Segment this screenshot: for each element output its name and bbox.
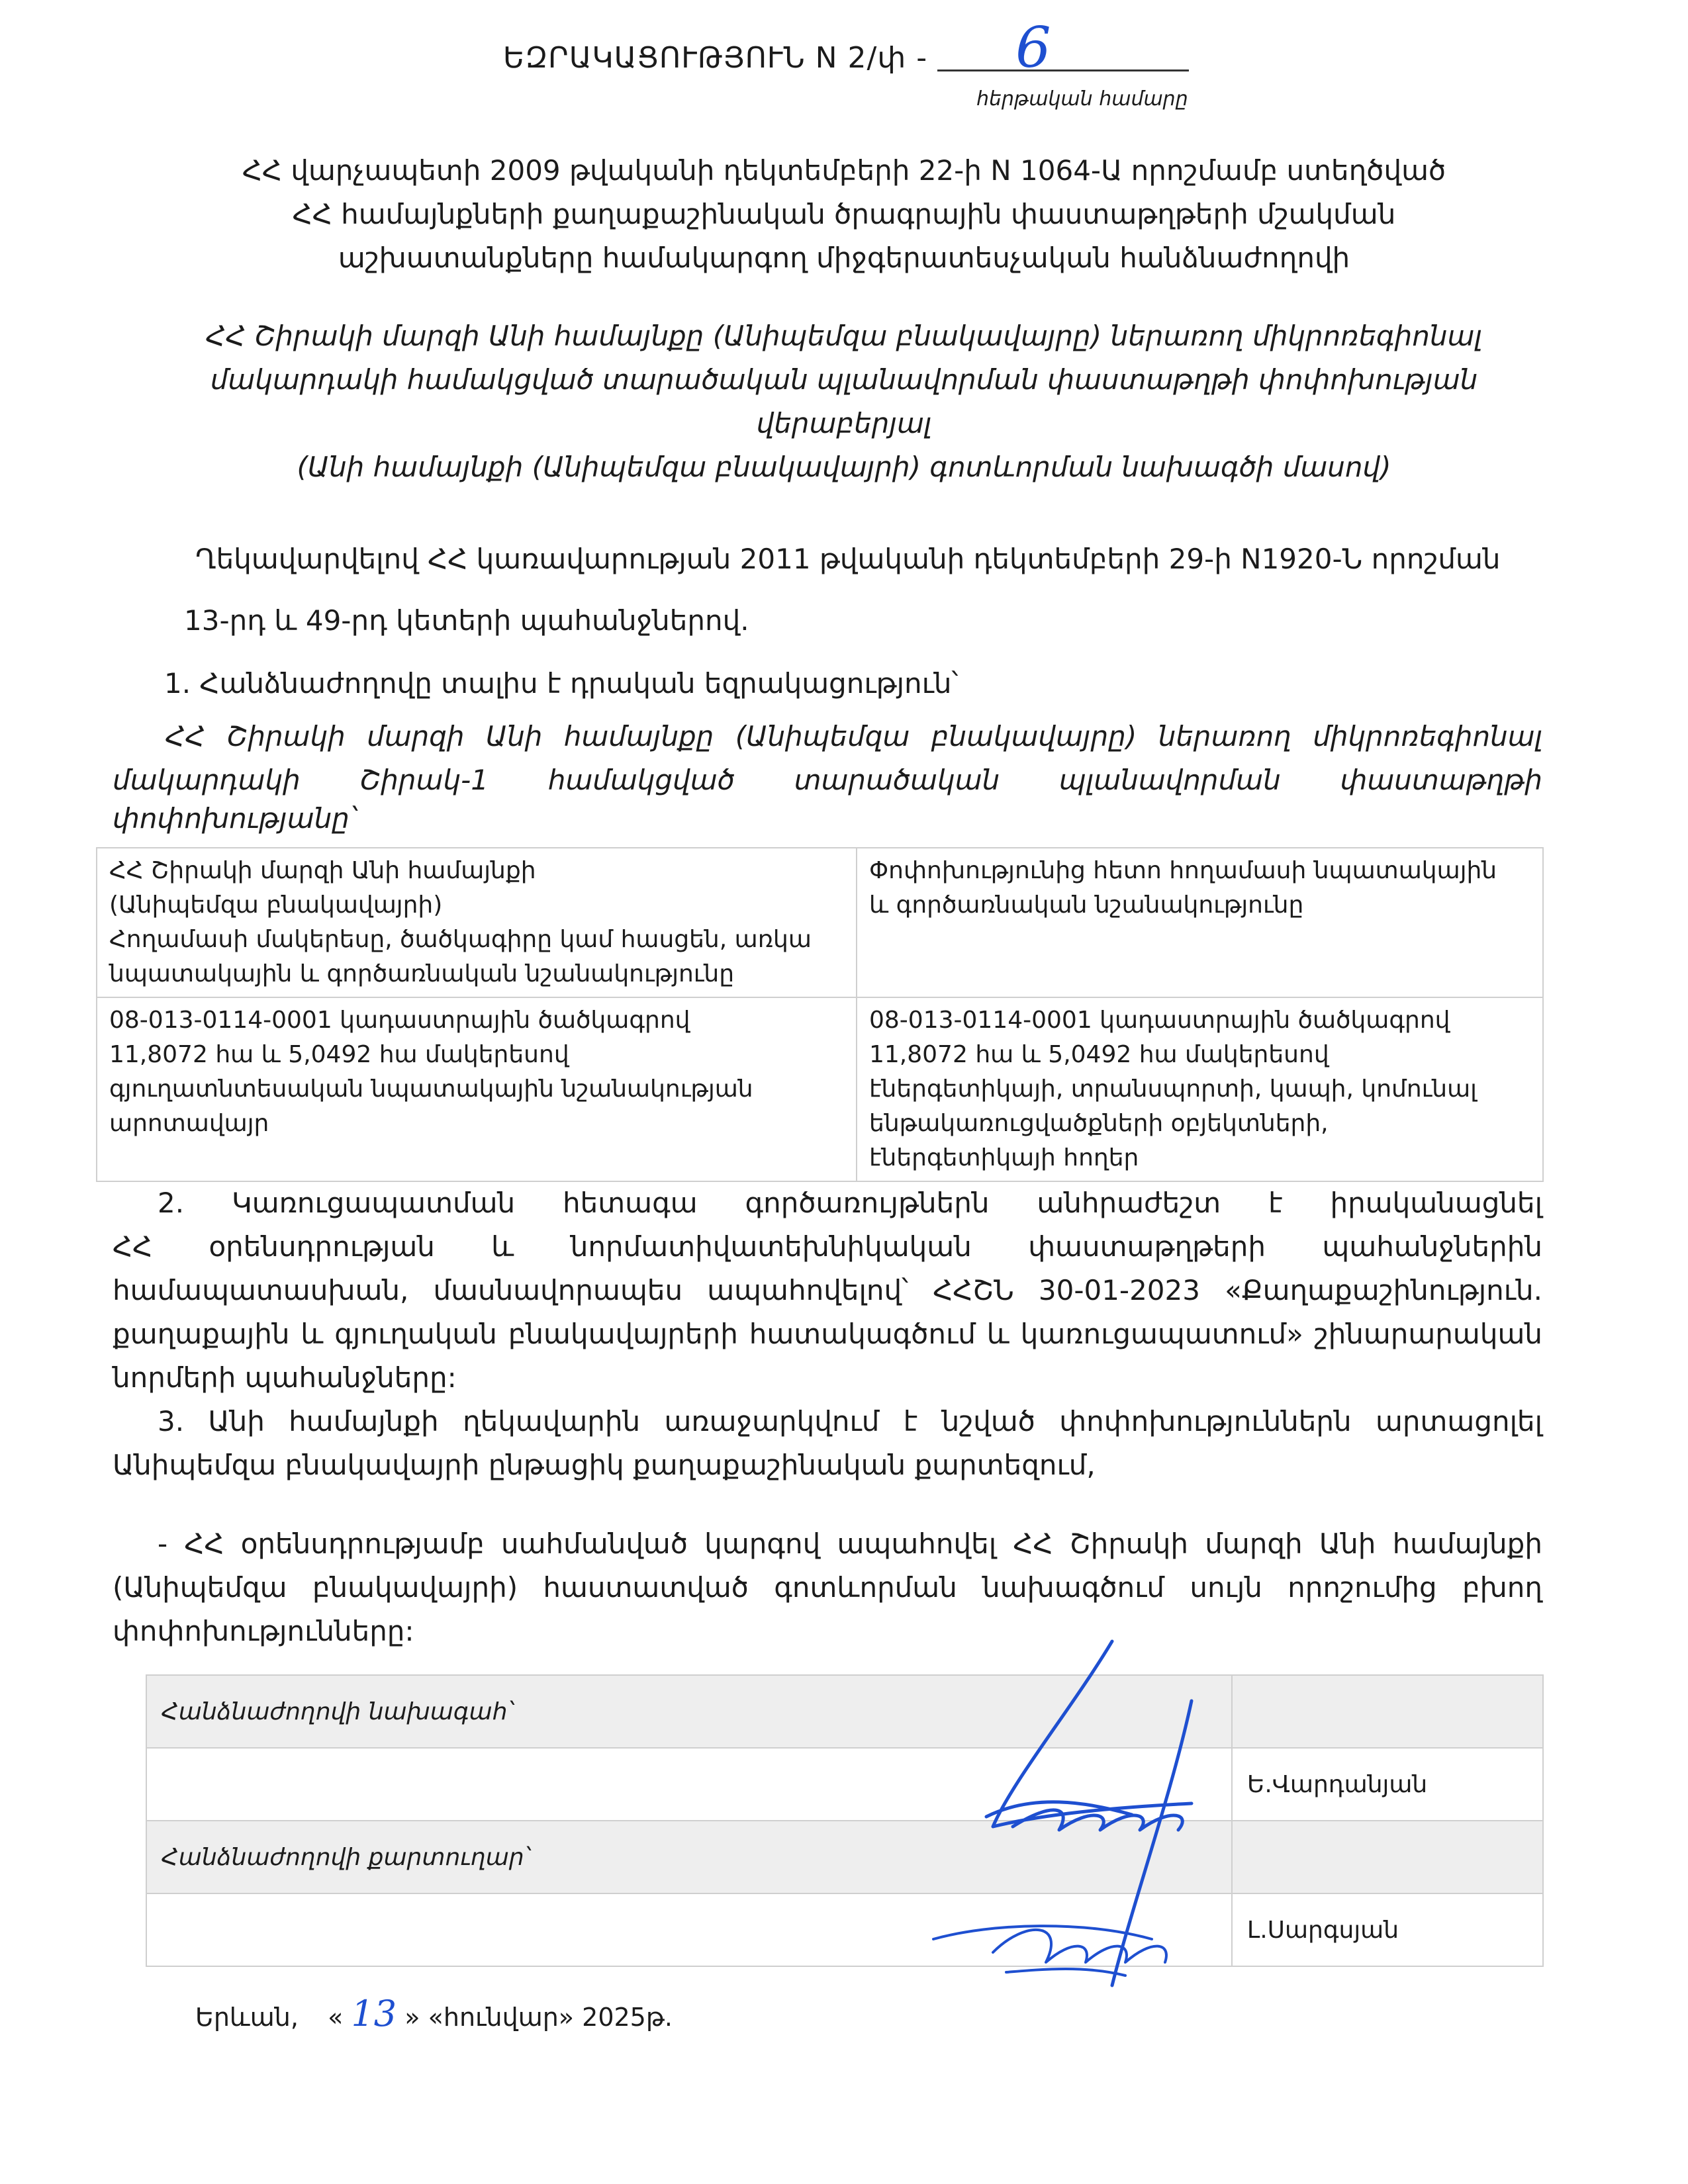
cell-line: Հողամասի մակերեսը, ծածկագիրը կամ հասցեն, առկա [109,926,812,953]
signature-row-chair-name [146,1748,1543,1821]
handwritten-signatures [914,1628,1258,1999]
bullet-line: - ՀՀ օրենսդրությամբ սահմանված կարգով ապահովել ՀՀ Շիրակի մարզի Անի համայնքի [158,1527,1542,1560]
committee-line: ՀՀ վարչապետի 2009 թվականի դեկտեմբերի 22-ի N 1064-Ա որոշմամբ ստեղծված [242,154,1446,187]
subject-line: վերաբերյալ [756,407,932,439]
cell-line: արոտավայր [109,1110,269,1137]
point1-text-cont [113,758,1542,835]
cell-line: ՀՀ Շիրակի մարզի Անի համայնքի [109,857,536,884]
cell-line: և գործառնական նշանակությունը [869,891,1304,919]
cell-line: նպատակային և գործառնական նշանակությունը [109,960,735,987]
point3-text [113,1443,1542,1487]
secretary-signature [933,1926,1166,1976]
point2-line: քաղաքային և գյուղական բնակավայրերի հատակագծում և կառուցապատում» շինարարական [113,1318,1542,1350]
committee-line: ՀՀ համայնքների քաղաքաշինական ծրագրային փաստաթղթերի մշակման [292,198,1396,230]
registration-caption: հերթական համարը [976,87,1188,111]
table-row [97,997,1543,1181]
signature-row-secretary-name [146,1893,1543,1966]
land-table [96,847,1544,1182]
point1-lead: 1. Հանձնաժողովը տալիս է դրական եզրակացություն՝ [164,667,959,700]
bullet-line: (Անիպեմզա բնակավայրի) հաստատված գոտևորման նախագծում սույն որոշումից բխող [113,1571,1542,1604]
point1-text [165,715,1542,758]
point3-first [158,1400,1542,1443]
footer-date [195,1992,673,2039]
point2-first [158,1181,1542,1225]
bullet-text [113,1566,1542,1653]
table-header-row [97,848,1543,997]
footer-open-quote: « [328,2003,344,2032]
cell-line: 11,8072 հա և 5,0492 հա մակերեսով [869,1041,1329,1068]
footer-day: 13 [351,1993,397,2034]
point3-line: Անիպեմզա բնակավայրի ընթացիկ քաղաքաշինական քարտեզում, [113,1449,1096,1481]
bullet-first [158,1522,1542,1566]
table-cell-current [97,997,857,1181]
subject-line: մակարդակի համակցված տարածական պլանավորման փաստաթղթի փոփոխության [210,363,1478,396]
subject-line: (Անի համայնքի (Անիպեմզա բնակավայրի) գոտևորման նախագծի մասով) [297,451,1391,483]
cell-line: (Անիպեմզա բնակավայրի) [109,891,443,919]
table-header-cell-current [97,848,857,997]
cell-line: Փոփոխությունից հետո հողամասի նպատակային [869,857,1497,884]
point2-text [113,1225,1542,1400]
cell-line: էներգետիկայի հողեր [869,1144,1139,1171]
committee-line: աշխատանքները համակարգող միջգերատեսչական հանձնաժողովի [338,242,1350,274]
cell-line: ենթակառուցվածքների օբյեկտների, [869,1110,1329,1137]
preamble-line: 13-րդ և 49-րդ կետերի պահանջներով. [184,604,749,637]
registration-number-line [937,15,1189,80]
footer-close-quote: » [404,2003,420,2032]
point1-line: ՀՀ Շիրակի մարզի Անի համայնքը (Անիպեմզա բնակավայրը) ներառող միկրոռեգիոնալ [165,720,1542,752]
point1-line: մակարդակի Շիրակ-1 համակցված տարածական պլանավորման փաստաթղթի [113,764,1542,796]
signature-row-secretary-label [146,1821,1543,1893]
document-title [503,15,1189,80]
point2-line: նորմերի պահանջները: [113,1361,457,1394]
preamble-line: Ղեկավարվելով ՀՀ կառավարության 2011 թվականի դեկտեմբերի 29-ի N1920-Ն որոշման [195,543,1501,575]
secretary-name: Լ.Սարգսյան [1232,1893,1543,1966]
chair-label: Հանձնաժողովի նախագահ՝ [146,1675,1232,1748]
registration-number: 6 [1015,15,1052,80]
secretary-label: Հանձնաժողովի քարտուղար՝ [146,1821,1232,1893]
title-prefix: ԵԶՐԱԿԱՑՈՒԹՅՈՒՆ N 2/փ - [503,41,928,75]
table-cell-after [857,997,1543,1181]
point3-line: 3. Անի համայնքի ղեկավարին առաջարկվում է նշված փոփոխություններն արտացոլել [158,1405,1542,1437]
bullet-line: փոփոխությունները: [113,1615,414,1647]
chair-name: Ե.Վարդանյան [1232,1748,1543,1821]
cell-line: էներգետիկայի, տրանսպորտի, կապի, կոմունալ [869,1075,1477,1103]
signature-table [146,1674,1544,1967]
cell-line: 08-013-0114-0001 կադաստրային ծածկագրով [869,1007,1450,1034]
subject-block [0,314,1688,489]
cell-line: 08-013-0114-0001 կադաստրային ծածկագրով [109,1007,690,1034]
cell-line: 11,8072 հա և 5,0492 հա մակերեսով [109,1041,569,1068]
footer-city: Երևան, [195,2003,299,2032]
signature-row-chair-label [146,1675,1543,1748]
empty-cell [1232,1675,1543,1748]
point2-line: ՀՀ օրենսդրության և նորմատիվատեխնիկական փաստաթղթերի պահանջներին [113,1230,1542,1263]
point2-line: 2. Կառուցապատման հետագա գործառույթներն անհրաժեշտ է իրականացնել [158,1187,1542,1219]
cell-line: գյուղատնտեսական նպատակային նշանակության [109,1075,753,1103]
committee-block [0,149,1688,280]
table-header-cell-after [857,848,1543,997]
empty-cell [1232,1821,1543,1893]
subject-line: ՀՀ Շիրակի մարզի Անի համայնքը (Անիպեմզա բնակավայրը) ներառող միկրոռեգիոնալ [206,320,1482,352]
point2-line: համապատասխան, մասնավորապես ապահովելով՝ ՀՀՇՆ 30-01-2023 «Քաղաքաշինություն. [113,1274,1542,1306]
point1-line: փոփոխությանը՝ [113,802,356,835]
footer-month-year: «հունվար» 2025թ. [428,2003,673,2032]
